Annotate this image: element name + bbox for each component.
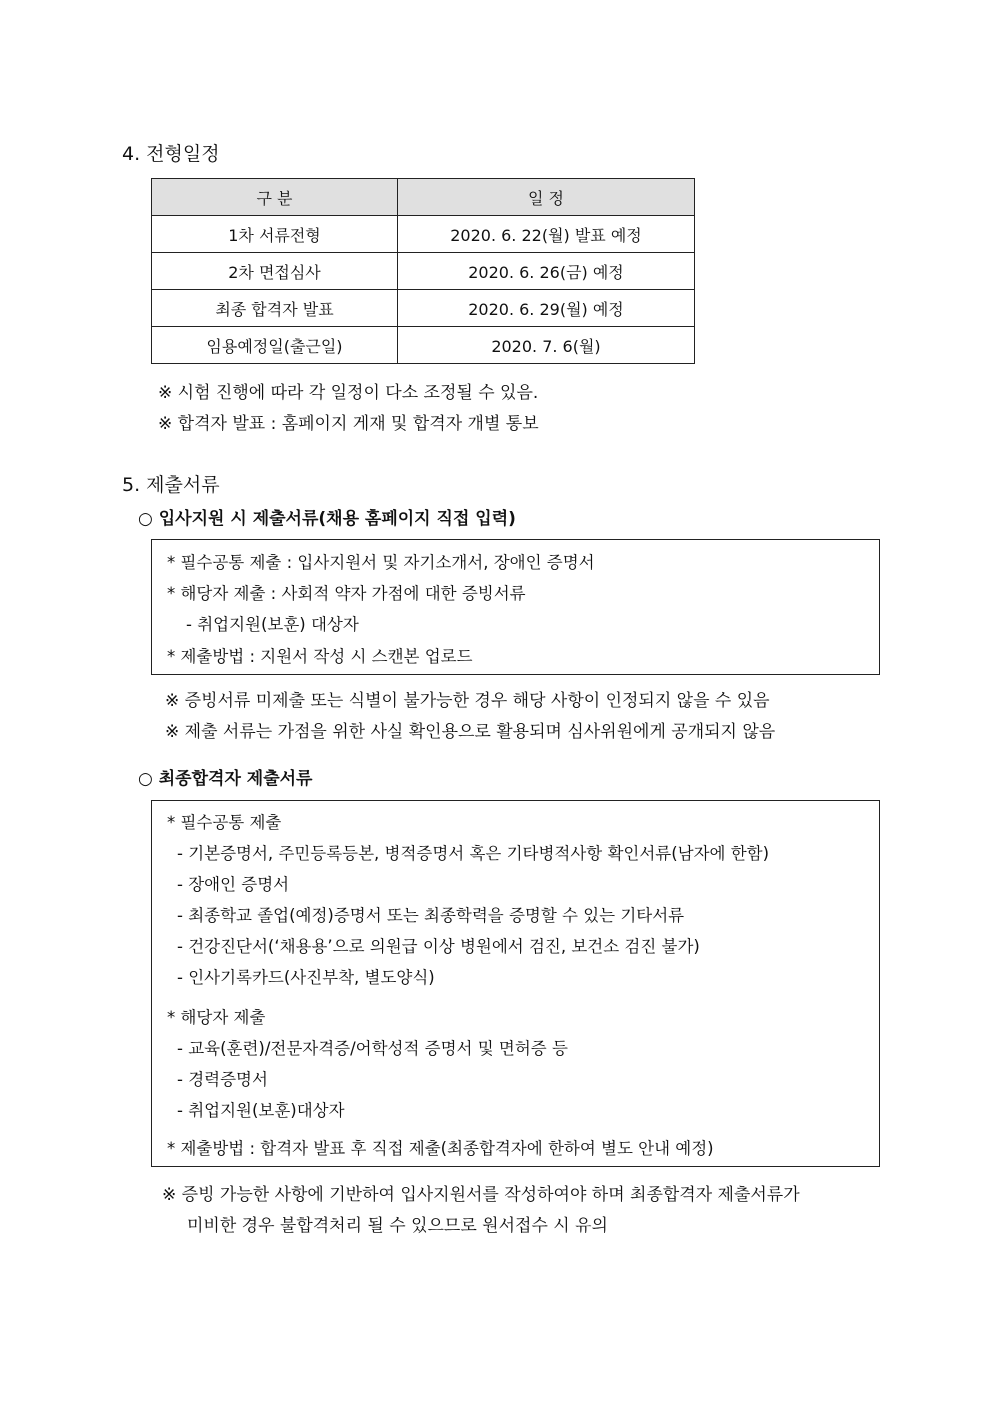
list-item: * 제출방법 : 지원서 작성 시 스캔본 업로드: [167, 647, 473, 666]
list-item: * 해당자 제출: [167, 1008, 266, 1027]
table-cell: 2020. 6. 22(월) 발표 예정: [398, 216, 695, 253]
apply-note: ※ 증빙서류 미제출 또는 식별이 불가능한 경우 해당 사항이 인정되지 않을 수 있음: [165, 691, 770, 711]
list-item: * 필수공통 제출 : 입사지원서 및 자기소개서, 장애인 증명서: [167, 553, 595, 572]
section4-title: 4. 전형일정: [122, 143, 220, 165]
final-note: 미비한 경우 불합격처리 될 수 있으므로 원서접수 시 유의: [187, 1216, 608, 1236]
table-header: 일 정: [398, 179, 695, 216]
list-item: - 경력증명서: [177, 1070, 268, 1089]
table-row: [152, 253, 695, 290]
table-cell: 1차 서류전형: [152, 216, 398, 253]
final-note: ※ 증빙 가능한 사항에 기반하여 입사지원서를 작성하여야 하며 최종합격자 제출서류가: [162, 1185, 800, 1205]
table-cell: 2020. 7. 6(월): [398, 327, 695, 364]
table-cell: 최종 합격자 발표: [152, 290, 398, 327]
list-item: - 기본증명서, 주민등록등본, 병적증명서 혹은 기타병적사항 확인서류(남자에 한함): [177, 844, 770, 863]
list-item: * 제출방법 : 합격자 발표 후 직접 제출(최종합격자에 한하여 별도 안내 예정): [167, 1139, 714, 1158]
list-item: * 해당자 제출 : 사회적 약자 가점에 대한 증빙서류: [167, 584, 526, 603]
schedule-note: ※ 시험 진행에 따라 각 일정이 다소 조정될 수 있음.: [158, 383, 539, 403]
apply-note: ※ 제출 서류는 가점을 위한 사실 확인용으로 활용되며 심사위원에게 공개되지 않음: [165, 722, 776, 742]
apply-docs-box: [151, 539, 880, 675]
list-item: - 건강진단서(‘채용용’으로 의원급 이상 병원에서 검진, 보건소 검진 불가): [177, 937, 700, 956]
schedule-table: [151, 178, 695, 364]
list-item: - 장애인 증명서: [177, 875, 290, 894]
table-header-row: [152, 179, 695, 216]
table-row: [152, 290, 695, 327]
apply-docs-heading: ○ 입사지원 시 제출서류(채용 홈페이지 직접 입력): [138, 509, 516, 529]
table-cell: 2020. 6. 29(월) 예정: [398, 290, 695, 327]
list-item: - 취업지원(보훈) 대상자: [186, 615, 359, 634]
table-cell: 2020. 6. 26(금) 예정: [398, 253, 695, 290]
table-row: [152, 216, 695, 253]
section5-title: 5. 제출서류: [122, 474, 220, 496]
final-docs-box: [151, 800, 880, 1167]
list-item: - 교육(훈련)/전문자격증/어학성적 증명서 및 면허증 등: [177, 1039, 568, 1058]
table-row: [152, 327, 695, 364]
table-cell: 임용예정일(출근일): [152, 327, 398, 364]
list-item: - 취업지원(보훈)대상자: [177, 1101, 345, 1120]
schedule-note: ※ 합격자 발표 : 홈페이지 게재 및 합격자 개별 통보: [158, 414, 539, 434]
final-docs-heading: ○ 최종합격자 제출서류: [138, 769, 313, 789]
list-item: * 필수공통 제출: [167, 813, 282, 832]
list-item: - 최종학교 졸업(예정)증명서 또는 최종학력을 증명할 수 있는 기타서류: [177, 906, 685, 925]
table-header: 구 분: [152, 179, 398, 216]
list-item: - 인사기록카드(사진부착, 별도양식): [177, 968, 435, 987]
table-cell: 2차 면접심사: [152, 253, 398, 290]
